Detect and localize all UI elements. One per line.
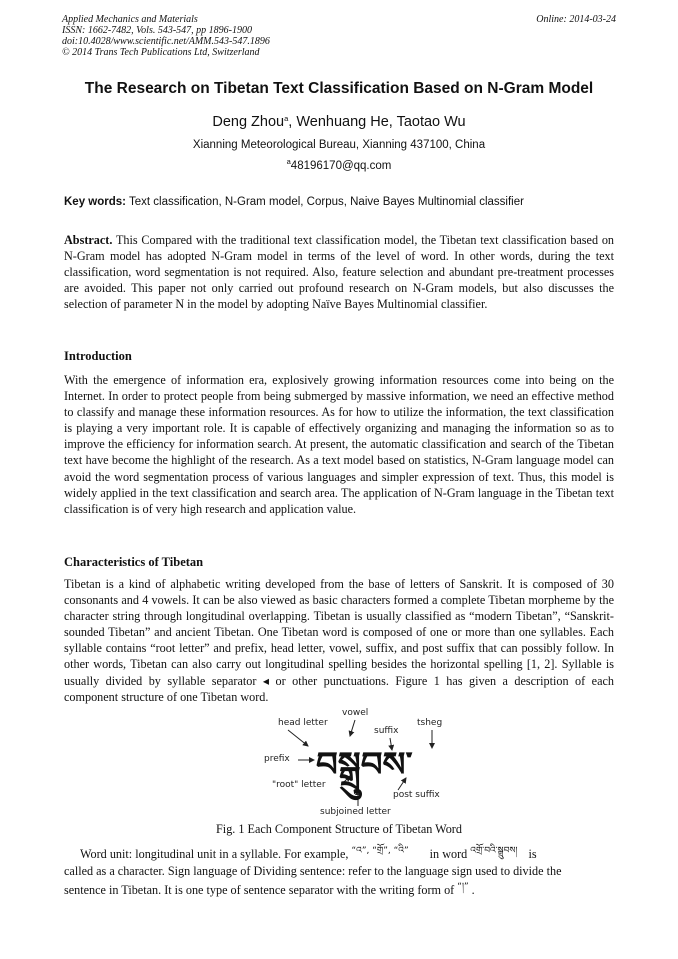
- issn-line: ISSN: 1662-7482, Vols. 543-547, pp 1896-1900: [62, 25, 252, 36]
- word-unit-period: .: [471, 883, 475, 897]
- email-superscript: a: [286, 157, 291, 166]
- figure-tibetan-structure: [250, 708, 450, 820]
- author-list: [0, 114, 678, 130]
- abstract: [64, 232, 614, 312]
- email: [0, 157, 678, 172]
- author-rest: , Wenhuang He, Taotao Wu: [288, 114, 466, 130]
- figure-caption: Fig. 1 Each Component Structure of Tibetan Word: [216, 822, 462, 836]
- head-letter-arrow: [288, 730, 308, 746]
- label-vowel: vowel: [342, 708, 369, 718]
- label-root-letter: "root" letter: [272, 780, 326, 790]
- introduction-text: With the emergence of information era, explosively growing information resources come into being on the Internet. In order to protect people from being submerged by massive information, we need an effective method to classify and manage these information resources. As for how to utilize the information, the text classification is playing a very important role. It is capable of effectively organizing and managing the information so as to improve the efficiency for information search. At present, the automatic classification and search of the Tibetan text have become the highlight of the research. As a text model based on statistics, N-Gram language model can avoid the word segmentation process of various languages and simpler expression of text. Thus, this model is widely applied in the text classification and search area. The application of N-Gram language in the Tibetan text classification is of very high research and application value.: [64, 373, 614, 516]
- word-unit-line-2: called as a character. Sign language of Dividing sentence: refer to the language sign used to divide the: [64, 864, 562, 878]
- sentence-separator: “།”: [457, 882, 469, 892]
- word-unit-sentence: sentence in Tibetan. It is one type of sentence separator with the writing form of: [64, 883, 455, 897]
- copyright-line: © 2014 Trans Tech Publications Ltd, Switzerland: [62, 47, 260, 58]
- word-unit-line-3: [64, 882, 475, 907]
- tibetan-word-glyphs: བསྒྲུབས་: [316, 745, 413, 785]
- online-date: Online: 2014-03-24: [536, 14, 616, 25]
- doi-line: doi:10.4028/www.scientific.net/AMM.543-547.1896: [62, 36, 270, 47]
- word-unit-examples: “འ”, “གྲོ”, “འི”: [351, 846, 409, 856]
- word-unit-tibetan-word: འགྲོ་བའི་སྒྲུབས།: [470, 846, 518, 856]
- label-head-letter: head letter: [278, 718, 328, 728]
- word-unit-intro: Word unit: longitudinal unit in a syllable. For example,: [80, 847, 349, 861]
- author-superscript: a: [284, 114, 289, 123]
- keywords: [64, 196, 618, 208]
- word-unit-is: is: [528, 847, 537, 861]
- label-suffix: suffix: [374, 726, 399, 736]
- label-tsheg: tsheg: [417, 718, 443, 728]
- keywords-text: Text classification, N-Gram model, Corpus, Naive Bayes Multinomial classifier: [129, 196, 524, 208]
- journal-header: [62, 14, 616, 58]
- label-subjoined-letter: subjoined letter: [320, 807, 391, 817]
- label-post-suffix: post suffix: [393, 790, 440, 800]
- journal-name: Applied Mechanics and Materials: [62, 14, 198, 25]
- paper-title: The Research on Tibetan Text Classification Based on N-Gram Model: [84, 80, 594, 97]
- affiliation: Xianning Meteorological Bureau, Xianning 437100, China: [192, 139, 486, 151]
- characteristics-heading: Characteristics of Tibetan: [64, 555, 204, 569]
- label-prefix: prefix: [264, 754, 290, 764]
- email-address: 48196170@qq.com: [290, 160, 392, 172]
- keywords-label: Key words:: [64, 196, 126, 208]
- abstract-label: Abstract.: [64, 233, 113, 247]
- abstract-text: This Compared with the traditional text classification model, the Tibetan text classification based on N-Gram model has adopted N-Gram model in terms of the level of word. In other words, during the text classification, word segmentation is not required. Also, feature selection and abundant pre-treatment processes are avoided. This paper not only carried out profound research on N-Gram models, but also discusses the selection of parameter N in the model by adopting Naïve Bayes Multinomial classifier.: [64, 233, 615, 312]
- vowel-arrow: [350, 720, 355, 736]
- introduction-heading: Introduction: [64, 349, 132, 363]
- word-unit-in-word: in word: [429, 847, 468, 861]
- author-first: Deng Zhou: [212, 114, 285, 130]
- characteristics-text: Tibetan is a kind of alphabetic writing developed from the base of letters of Sanskrit. It is composed of 30 consonants and 4 vowels. It can be also viewed as basic characters formed a complete Tibetan morpheme by the character string through longitudinal overlapping. Tibetan is usually classified as “modern Tibetan”, “Sanskrit-sounded Tibetan” and ancient Tibetan. One Tibetan word is composed of one or more than one syllables. Each syllable contains “root letter” and prefix, head letter, vowel, suffix, and post suffix that can possibly follow. In other words, Tibetan can also carry out longitudinal spelling besides the horizontal spelling [1, 2]. Syllable is usually divided by syllable separator ◂ or other punctuations. Figure 1 has given a description of each component structure of one Tibetan word.: [64, 577, 614, 704]
